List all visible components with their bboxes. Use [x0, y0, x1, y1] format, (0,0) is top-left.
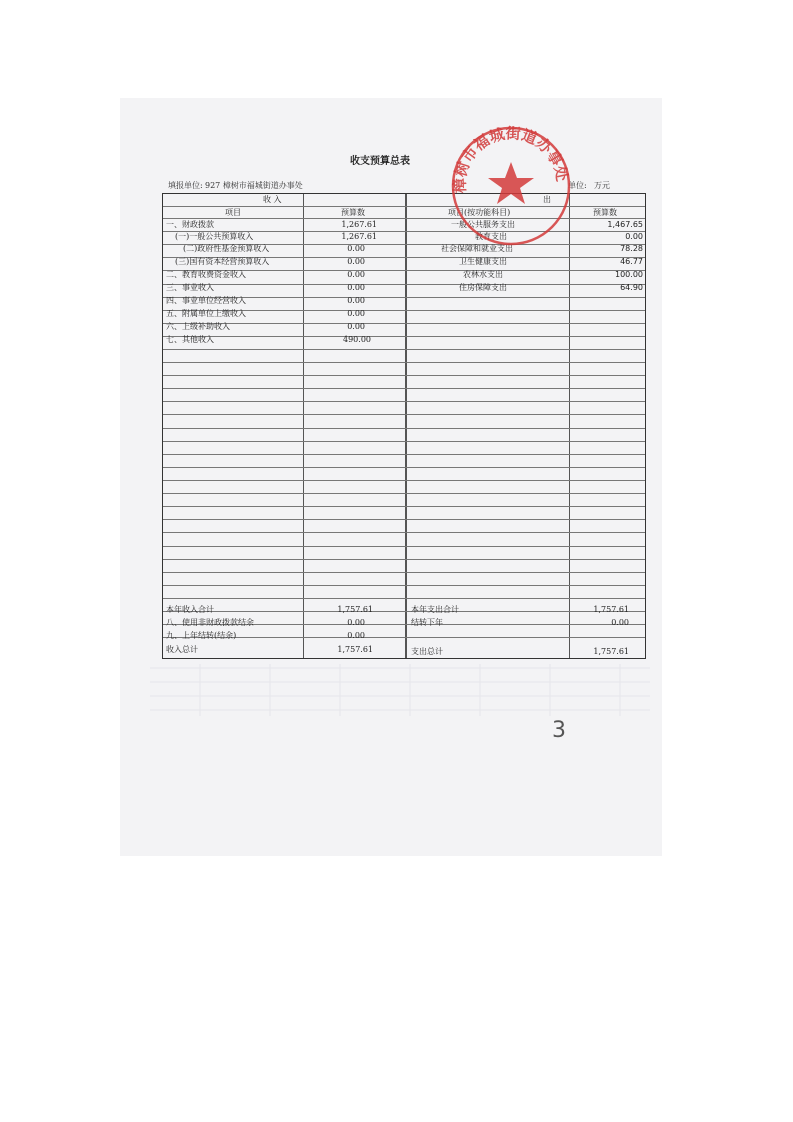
- row-divider: [163, 493, 645, 494]
- income-total-value: 0.00: [347, 618, 365, 627]
- income-total-label: 八、使用非财政拨款结余: [166, 618, 254, 627]
- column-divider: [405, 194, 407, 658]
- income-item-value: 0.00: [347, 270, 365, 279]
- row-divider: [163, 480, 645, 481]
- row-divider: [163, 546, 645, 547]
- expense-item-header: 项目(按功能科目): [448, 208, 511, 217]
- row-divider: [163, 572, 645, 573]
- expense-amount-header: 预算数: [593, 208, 617, 217]
- official-seal: [445, 120, 577, 252]
- row-divider: [163, 362, 645, 363]
- expense-item-label: 社会保障和就业支出: [441, 244, 513, 253]
- currency-unit-label: 单位:: [568, 181, 587, 190]
- expense-item-value: 46.77: [620, 257, 643, 266]
- row-divider: [163, 349, 645, 350]
- expense-total-label: 本年支出合计: [411, 605, 459, 614]
- income-item-label: 七、其他收入: [166, 335, 214, 344]
- income-item-label: 五、附属单位上缴收入: [166, 309, 246, 318]
- income-item-label: 六、上级补助收入: [166, 322, 230, 331]
- currency-unit-value: 万元: [594, 181, 610, 190]
- income-total-value: 0.00: [347, 631, 365, 640]
- row-divider: [163, 414, 645, 415]
- row-divider: [163, 388, 645, 389]
- row-divider: [163, 428, 645, 429]
- row-divider: [163, 401, 645, 402]
- income-total-value: 1,757.61: [337, 645, 373, 654]
- expense-item-value: 0.00: [625, 232, 643, 241]
- expense-total-value: 1,757.61: [593, 647, 629, 656]
- income-total-value: 1,757.61: [337, 605, 373, 614]
- income-section-label: 收 入: [263, 195, 282, 204]
- income-item-label: (二)政府性基金预算收入: [183, 244, 270, 253]
- income-item-value: 0.00: [347, 257, 365, 266]
- income-item-label: (三)国有资本经营预算收入: [175, 257, 270, 266]
- expense-item-value: 78.28: [620, 244, 643, 253]
- income-item-value: 0.00: [347, 309, 365, 318]
- page-title: 收支预算总表: [350, 156, 410, 167]
- row-divider: [163, 467, 645, 468]
- budget-table: [162, 193, 646, 659]
- reporting-unit-label: 填报单位:: [168, 181, 203, 190]
- expense-item-label: 卫生健康支出: [459, 257, 507, 266]
- handwritten-page-number: 3: [552, 718, 566, 743]
- row-divider: [163, 559, 645, 560]
- income-total-label: 九、上年结转(结余): [166, 631, 237, 640]
- show-through-grid: [120, 660, 662, 720]
- row-divider: [163, 454, 645, 455]
- income-item-label: 四、事业单位经营收入: [166, 296, 246, 305]
- row-divider: [163, 375, 645, 376]
- income-item-label: 一、财政拨款: [166, 220, 214, 229]
- income-item-label: (一)一般公共预算收入: [175, 232, 254, 241]
- expense-total-value: 0.00: [611, 618, 629, 627]
- column-divider: [303, 194, 304, 658]
- income-item-value: 0.00: [347, 244, 365, 253]
- expense-item-label: 一般公共服务支出: [451, 220, 515, 229]
- expense-item-label: 住房保障支出: [459, 283, 507, 292]
- income-item-value: 490.00: [343, 335, 371, 344]
- reporting-unit-value: 927 樟树市福城街道办事处: [205, 181, 303, 190]
- expense-total-label: 支出总计: [411, 647, 443, 656]
- row-divider: [163, 441, 645, 442]
- income-item-label: 三、事业收入: [166, 283, 214, 292]
- income-total-label: 收入总计: [166, 645, 198, 654]
- row-divider: [163, 598, 645, 599]
- income-item-value: 1,267.61: [341, 232, 377, 241]
- expense-item-value: 1,467.65: [607, 220, 643, 229]
- row-divider: [163, 519, 645, 520]
- row-divider: [163, 585, 645, 586]
- expense-item-value: 100.00: [615, 270, 643, 279]
- row-divider: [163, 336, 645, 337]
- income-item-value: 0.00: [347, 283, 365, 292]
- row-divider: [163, 323, 645, 324]
- row-divider: [163, 532, 645, 533]
- expense-section-label: 出: [543, 195, 551, 204]
- expense-total-value: 1,757.61: [593, 605, 629, 614]
- expense-item-value: 64.90: [620, 283, 643, 292]
- row-divider: [163, 506, 645, 507]
- income-item-header: 项目: [225, 208, 241, 217]
- income-total-label: 本年收入合计: [166, 605, 214, 614]
- column-divider: [569, 194, 570, 658]
- income-item-value: 0.00: [347, 322, 365, 331]
- expense-item-label: 农林水支出: [463, 270, 503, 279]
- income-item-value: 0.00: [347, 296, 365, 305]
- income-item-label: 二、教育收费资金收入: [166, 270, 246, 279]
- seal-text: 樟树市福城街道办事处: [450, 124, 572, 194]
- expense-total-label: 结转下年: [411, 618, 443, 627]
- income-amount-header: 预算数: [341, 208, 365, 217]
- income-item-value: 1,267.61: [341, 220, 377, 229]
- expense-item-label: 教育支出: [475, 232, 507, 241]
